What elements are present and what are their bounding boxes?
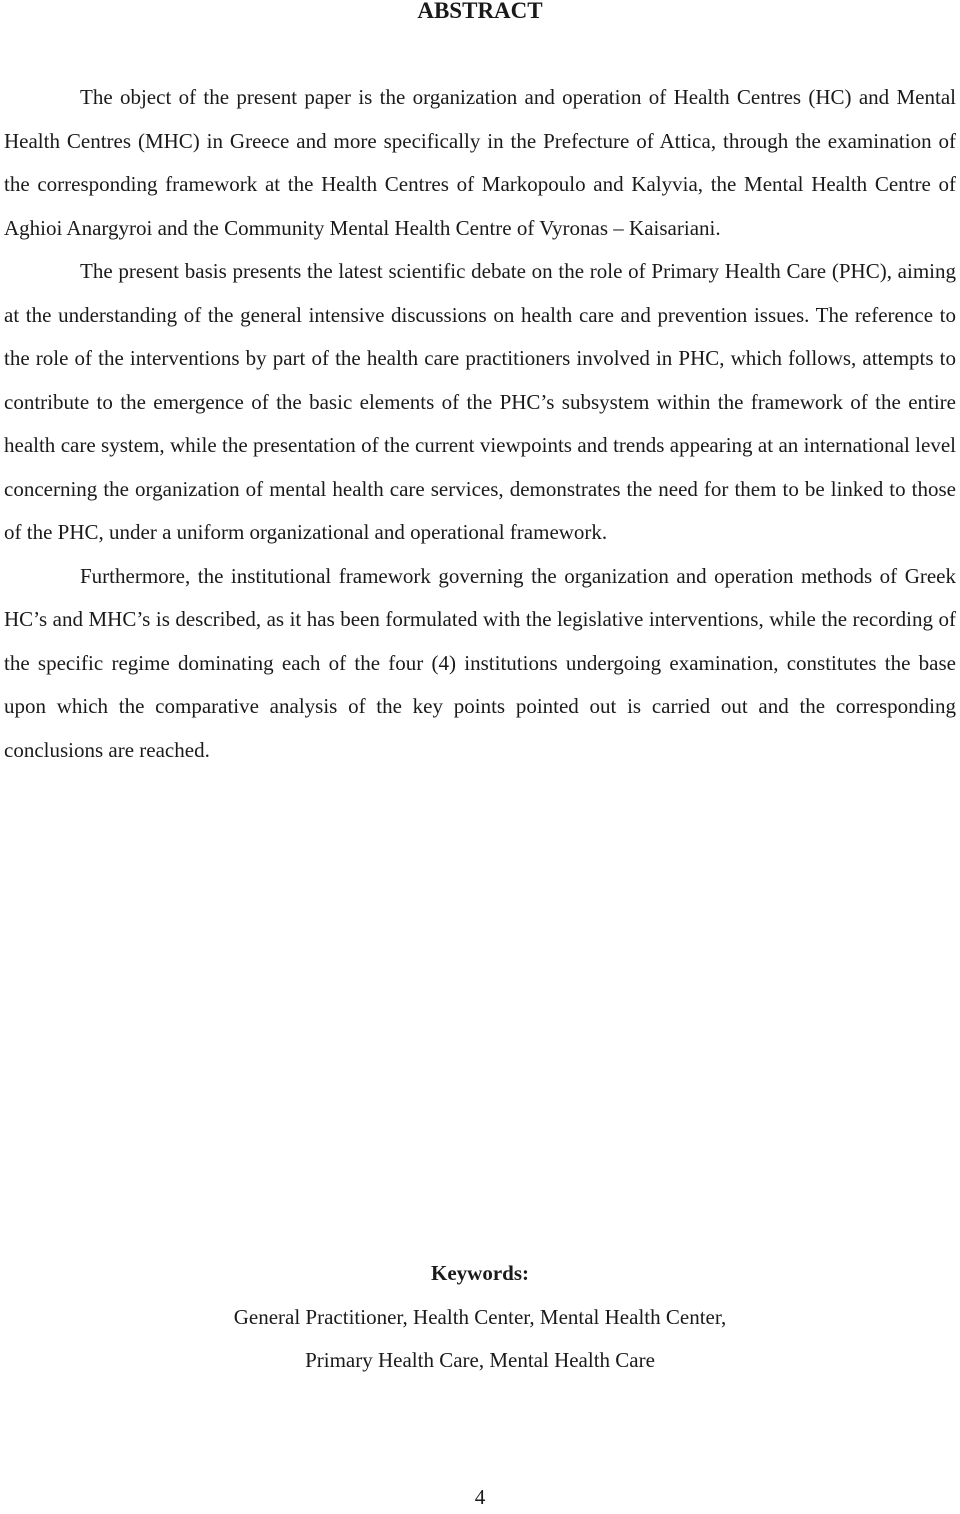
keywords-line-1: General Practitioner, Health Center, Mental Health Center, [233, 1304, 727, 1329]
abstract-paragraph-3: Furthermore, the institutional framework governing the organization and operation methods of Greek HC’s and MHC’s is described, as it has been formulated with the legislative interventions, while the recording of the specific regime dominating each of the four (4) institutions undergoing examination, constitutes the base upon which the comparative analysis of the key points pointed out is carried out and the corresponding conclusions are reached. [4, 563, 956, 762]
abstract-paragraph-2: The present basis presents the latest scientific debate on the role of Primary Health Care (PHC), aiming at the understanding of the general intensive discussions on health care and prevention issues. The reference to the role of the interventions by part of the health care practitioners involved in PHC, which follows, attempts to contribute to the emergence of the basic elements of the PHC’s subsystem within the framework of the entire health care system, while the presentation of the current viewpoints and trends appearing at an international level concerning the organization of mental health care services, demonstrates the need for them to be linked to those of the PHC, under a uniform organizational and operational framework. [4, 259, 956, 544]
keywords-line-2: Primary Health Care, Mental Health Care [305, 1348, 655, 1372]
abstract-title: ABSTRACT [417, 0, 543, 23]
keywords-heading: Keywords: [431, 1261, 529, 1285]
abstract-body [4, 76, 956, 772]
abstract-paragraph-1: The object of the present paper is the organization and operation of Health Centres (HC) and Mental Health Centres (MHC) in Greece and more specifically in the Prefecture of Attica, through the examination of the corresponding framework at the Health Centres of Markopoulo and Kalyvia, the Mental Health Centre of Aghioi Anargyroi and the Community Mental Health Centre of Vyronas – Kaisariani. [4, 85, 956, 240]
keywords-block [0, 1252, 960, 1383]
page-number: 4 [474, 1485, 486, 1509]
